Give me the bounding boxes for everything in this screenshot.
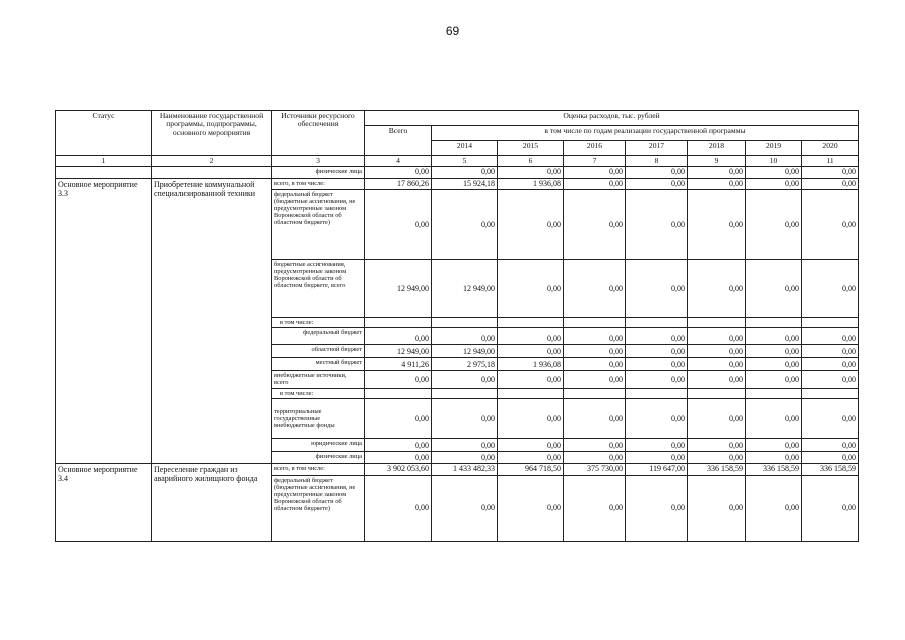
source-cell: бюджетные ассигнования, предусмотренные законом Воронежской области об областном бюджете, всего xyxy=(272,260,365,318)
value-cell: 964 718,50 xyxy=(498,464,564,475)
value-cell: 0,00 xyxy=(432,167,498,178)
value-cell xyxy=(746,318,802,328)
value-cell: 0,00 xyxy=(564,358,626,371)
value-cell: 375 730,00 xyxy=(564,464,626,475)
name-cell: Приобретение коммунальной специализированной техники xyxy=(152,178,272,463)
value-cell xyxy=(688,318,746,328)
column-number: 2 xyxy=(152,156,272,167)
value-cell: 0,00 xyxy=(564,399,626,439)
value-cell: 0,00 xyxy=(626,328,688,345)
header-status: Статус xyxy=(56,111,152,156)
value-cell xyxy=(688,389,746,399)
value-cell: 0,00 xyxy=(802,439,859,452)
value-cell: 0,00 xyxy=(802,260,859,318)
column-number-row xyxy=(56,156,859,167)
value-cell: 0,00 xyxy=(746,328,802,345)
value-cell: 0,00 xyxy=(626,452,688,464)
value-cell: 0,00 xyxy=(746,345,802,358)
value-cell xyxy=(365,318,432,328)
table-row xyxy=(56,464,859,475)
value-cell xyxy=(432,318,498,328)
value-cell xyxy=(802,318,859,328)
value-cell: 0,00 xyxy=(498,260,564,318)
value-cell: 0,00 xyxy=(746,190,802,260)
header-year: 2016 xyxy=(564,141,626,156)
name-cell: Переселение граждан из аварийного жилищного фонда xyxy=(152,464,272,541)
value-cell: 0,00 xyxy=(432,399,498,439)
status-cell xyxy=(56,167,152,178)
value-cell: 0,00 xyxy=(564,167,626,178)
value-cell: 0,00 xyxy=(802,328,859,345)
header-sources: Источники ресурсного обеспечения xyxy=(272,111,365,156)
value-cell: 0,00 xyxy=(564,371,626,389)
table-row xyxy=(56,178,859,189)
value-cell: 0,00 xyxy=(365,328,432,345)
value-cell: 0,00 xyxy=(564,475,626,541)
value-cell: 0,00 xyxy=(688,328,746,345)
value-cell: 15 924,18 xyxy=(432,178,498,189)
value-cell: 0,00 xyxy=(498,190,564,260)
value-cell: 0,00 xyxy=(688,260,746,318)
header-year: 2020 xyxy=(802,141,859,156)
value-cell xyxy=(626,389,688,399)
value-cell: 0,00 xyxy=(802,345,859,358)
value-cell: 1 936,08 xyxy=(498,358,564,371)
value-cell: 0,00 xyxy=(802,371,859,389)
value-cell: 3 902 053,60 xyxy=(365,464,432,475)
source-cell: федеральный бюджет (бюджетные ассигнования, не предусмотренные законом Воронежской области об областном бюджете) xyxy=(272,475,365,541)
value-cell: 0,00 xyxy=(365,399,432,439)
header-year: 2018 xyxy=(688,141,746,156)
source-cell: физические лица xyxy=(272,452,365,464)
value-cell: 0,00 xyxy=(498,371,564,389)
value-cell: 0,00 xyxy=(626,475,688,541)
value-cell: 12 949,00 xyxy=(365,345,432,358)
value-cell: 0,00 xyxy=(802,358,859,371)
source-cell: областной бюджет xyxy=(272,345,365,358)
value-cell: 4 911,26 xyxy=(365,358,432,371)
value-cell: 0,00 xyxy=(626,399,688,439)
value-cell: 12 949,00 xyxy=(432,260,498,318)
value-cell: 119 647,00 xyxy=(626,464,688,475)
value-cell: 0,00 xyxy=(802,452,859,464)
source-cell: федеральный бюджет (бюджетные ассигнования, не предусмотренные законом Воронежской области об областном бюджете) xyxy=(272,190,365,260)
value-cell: 0,00 xyxy=(365,371,432,389)
value-cell: 0,00 xyxy=(432,371,498,389)
value-cell: 0,00 xyxy=(498,439,564,452)
value-cell: 0,00 xyxy=(746,439,802,452)
value-cell xyxy=(564,389,626,399)
value-cell: 0,00 xyxy=(365,475,432,541)
source-cell: в том числе: xyxy=(272,318,365,328)
value-cell xyxy=(564,318,626,328)
value-cell: 0,00 xyxy=(746,452,802,464)
value-cell: 0,00 xyxy=(432,475,498,541)
column-number: 11 xyxy=(802,156,859,167)
header-name: Наименование государственной программы, подпрограммы, основного мероприятия xyxy=(152,111,272,156)
value-cell: 0,00 xyxy=(746,399,802,439)
value-cell: 2 975,18 xyxy=(432,358,498,371)
value-cell: 0,00 xyxy=(498,399,564,439)
column-number: 4 xyxy=(365,156,432,167)
value-cell: 0,00 xyxy=(564,439,626,452)
value-cell: 0,00 xyxy=(688,345,746,358)
value-cell: 0,00 xyxy=(498,345,564,358)
value-cell: 0,00 xyxy=(802,399,859,439)
value-cell: 0,00 xyxy=(564,178,626,189)
value-cell xyxy=(498,318,564,328)
value-cell: 0,00 xyxy=(626,178,688,189)
value-cell: 0,00 xyxy=(688,167,746,178)
value-cell: 0,00 xyxy=(432,439,498,452)
value-cell xyxy=(626,318,688,328)
value-cell xyxy=(432,389,498,399)
header-total: Всего xyxy=(365,126,432,156)
value-cell: 0,00 xyxy=(626,260,688,318)
column-number: 6 xyxy=(498,156,564,167)
page-number: 69 xyxy=(445,24,460,38)
status-cell: Основное мероприятие 3.3 xyxy=(56,178,152,463)
source-cell: всего, в том числе: xyxy=(272,464,365,475)
value-cell: 0,00 xyxy=(626,345,688,358)
value-cell: 336 158,59 xyxy=(688,464,746,475)
value-cell: 0,00 xyxy=(365,439,432,452)
source-cell: физические лица xyxy=(272,167,365,178)
header-by-years: в том числе по годам реализации государственной программы xyxy=(432,126,859,141)
header-year: 2017 xyxy=(626,141,688,156)
value-cell: 336 158,59 xyxy=(802,464,859,475)
source-cell: внебюджетные источники, всего xyxy=(272,371,365,389)
source-cell: всего, в том числе: xyxy=(272,178,365,189)
column-number: 7 xyxy=(564,156,626,167)
column-number: 3 xyxy=(272,156,365,167)
value-cell: 0,00 xyxy=(564,452,626,464)
source-cell: территориальные государственные внебюджетные фонды xyxy=(272,399,365,439)
source-cell: местный бюджет xyxy=(272,358,365,371)
value-cell: 17 860,26 xyxy=(365,178,432,189)
value-cell xyxy=(498,389,564,399)
column-number: 5 xyxy=(432,156,498,167)
column-number: 10 xyxy=(746,156,802,167)
name-cell xyxy=(152,167,272,178)
value-cell: 0,00 xyxy=(626,358,688,371)
source-cell: в том числе: xyxy=(272,389,365,399)
value-cell: 0,00 xyxy=(498,452,564,464)
value-cell: 1 936,08 xyxy=(498,178,564,189)
value-cell: 12 949,00 xyxy=(432,345,498,358)
value-cell: 0,00 xyxy=(746,178,802,189)
header-estimate: Оценка расходов, тыс. рублей xyxy=(365,111,859,126)
value-cell: 336 158,59 xyxy=(746,464,802,475)
value-cell: 0,00 xyxy=(564,345,626,358)
value-cell: 0,00 xyxy=(746,260,802,318)
value-cell: 0,00 xyxy=(564,260,626,318)
value-cell: 0,00 xyxy=(688,399,746,439)
value-cell: 12 949,00 xyxy=(365,260,432,318)
value-cell: 0,00 xyxy=(564,190,626,260)
value-cell: 0,00 xyxy=(365,452,432,464)
value-cell: 0,00 xyxy=(746,167,802,178)
header-year: 2019 xyxy=(746,141,802,156)
value-cell xyxy=(802,389,859,399)
value-cell: 0,00 xyxy=(688,475,746,541)
value-cell: 0,00 xyxy=(626,167,688,178)
header-year: 2014 xyxy=(432,141,498,156)
column-number: 9 xyxy=(688,156,746,167)
value-cell: 0,00 xyxy=(432,452,498,464)
value-cell: 0,00 xyxy=(688,178,746,189)
budget-table xyxy=(55,110,859,542)
header-year: 2015 xyxy=(498,141,564,156)
column-number: 8 xyxy=(626,156,688,167)
value-cell: 0,00 xyxy=(365,190,432,260)
column-number: 1 xyxy=(56,156,152,167)
value-cell: 0,00 xyxy=(688,452,746,464)
value-cell: 0,00 xyxy=(746,371,802,389)
value-cell: 0,00 xyxy=(365,167,432,178)
source-cell: федеральный бюджет xyxy=(272,328,365,345)
source-cell: юридические лица xyxy=(272,439,365,452)
value-cell: 0,00 xyxy=(564,328,626,345)
table-row xyxy=(56,167,859,178)
value-cell: 0,00 xyxy=(802,167,859,178)
value-cell: 0,00 xyxy=(688,371,746,389)
value-cell: 0,00 xyxy=(802,190,859,260)
value-cell: 0,00 xyxy=(498,167,564,178)
value-cell xyxy=(365,389,432,399)
status-cell: Основное мероприятие 3.4 xyxy=(56,464,152,541)
value-cell: 0,00 xyxy=(688,190,746,260)
value-cell: 0,00 xyxy=(802,475,859,541)
value-cell: 0,00 xyxy=(432,328,498,345)
value-cell: 1 433 482,33 xyxy=(432,464,498,475)
value-cell: 0,00 xyxy=(432,190,498,260)
value-cell: 0,00 xyxy=(746,475,802,541)
value-cell: 0,00 xyxy=(626,371,688,389)
value-cell: 0,00 xyxy=(802,178,859,189)
value-cell: 0,00 xyxy=(688,358,746,371)
value-cell: 0,00 xyxy=(688,439,746,452)
value-cell xyxy=(746,389,802,399)
value-cell: 0,00 xyxy=(746,358,802,371)
value-cell: 0,00 xyxy=(626,439,688,452)
value-cell: 0,00 xyxy=(498,475,564,541)
value-cell: 0,00 xyxy=(626,190,688,260)
value-cell: 0,00 xyxy=(498,328,564,345)
